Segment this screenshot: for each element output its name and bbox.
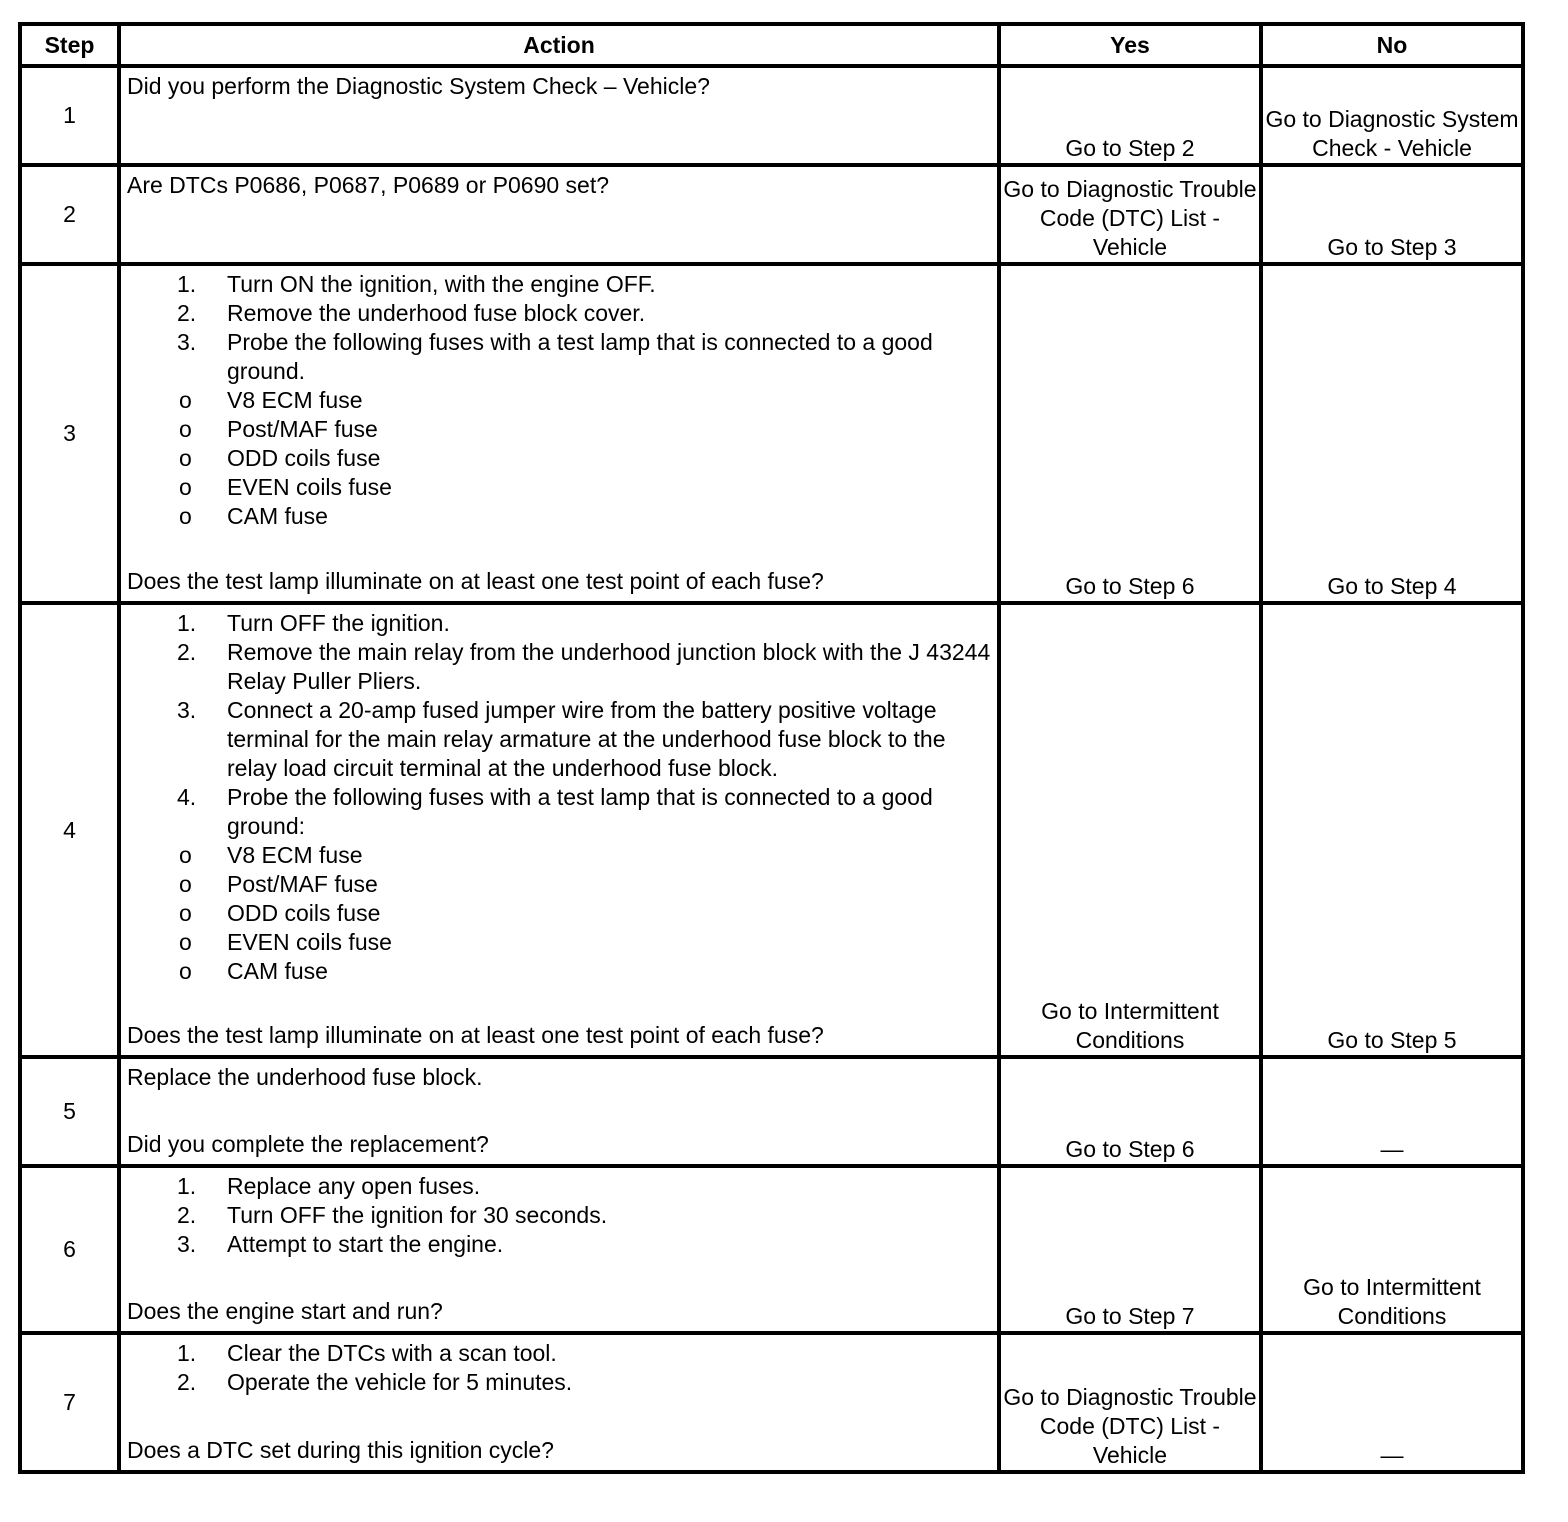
list-item bbox=[127, 1201, 993, 1230]
list-item-number: 2. bbox=[177, 1202, 197, 1228]
action-question: Does the test lamp illuminate on at least one test point of each fuse? bbox=[127, 568, 824, 594]
yes-result: Go to Step 2 bbox=[999, 66, 1261, 165]
list-item bbox=[127, 328, 993, 386]
fuse-name: CAM fuse bbox=[227, 958, 328, 984]
bullet-icon: o bbox=[179, 871, 192, 897]
header-row bbox=[20, 24, 1523, 66]
list-item-number: 3. bbox=[177, 697, 197, 723]
fuse-item bbox=[127, 473, 993, 502]
list-item-text: Turn ON the ignition, with the engine OFF. bbox=[227, 271, 656, 297]
procedure-list bbox=[127, 1172, 993, 1259]
no-result: Go to Step 5 bbox=[1261, 603, 1523, 1057]
yes-result: Go to Diagnostic Trouble Code (DTC) List - Vehicle bbox=[999, 1333, 1261, 1472]
list-item-number: 2. bbox=[177, 639, 197, 665]
list-item-text: Replace any open fuses. bbox=[227, 1173, 481, 1199]
step-number: 6 bbox=[20, 1166, 119, 1333]
table-row bbox=[20, 264, 1523, 603]
list-item-text: Remove the underhood fuse block cover. bbox=[227, 300, 646, 326]
no-result: Go to Step 4 bbox=[1261, 264, 1523, 603]
list-item-number: 1. bbox=[177, 610, 197, 636]
fuse-item bbox=[127, 841, 993, 870]
list-item bbox=[127, 609, 993, 638]
no-result: Go to Intermittent Conditions bbox=[1261, 1166, 1523, 1333]
fuse-item bbox=[127, 444, 993, 473]
step-number: 4 bbox=[20, 603, 119, 1057]
fuse-name: V8 ECM fuse bbox=[227, 387, 363, 413]
fuse-name: V8 ECM fuse bbox=[227, 842, 363, 868]
list-item-number: 3. bbox=[177, 329, 197, 355]
no-result: — bbox=[1261, 1057, 1523, 1166]
fuse-name: Post/MAF fuse bbox=[227, 871, 378, 897]
list-item bbox=[127, 1368, 993, 1397]
fuse-item bbox=[127, 502, 993, 531]
action-cell bbox=[119, 603, 999, 1057]
list-item-number: 4. bbox=[177, 784, 197, 810]
fuse-item bbox=[127, 870, 993, 899]
procedure-list bbox=[127, 270, 993, 386]
header-yes: Yes bbox=[999, 24, 1261, 66]
table-row bbox=[20, 1333, 1523, 1472]
list-item-text: Turn OFF the ignition. bbox=[227, 610, 450, 636]
bullet-icon: o bbox=[179, 842, 192, 868]
no-result: — bbox=[1261, 1333, 1523, 1472]
table-row bbox=[20, 1057, 1523, 1166]
step-number: 2 bbox=[20, 165, 119, 264]
list-item-text: Operate the vehicle for 5 minutes. bbox=[227, 1369, 573, 1395]
list-item-text: Clear the DTCs with a scan tool. bbox=[227, 1340, 557, 1366]
fuse-name: CAM fuse bbox=[227, 503, 328, 529]
table-row bbox=[20, 66, 1523, 165]
header-no: No bbox=[1261, 24, 1523, 66]
list-item bbox=[127, 1230, 993, 1259]
action-cell bbox=[119, 66, 999, 165]
list-item-number: 1. bbox=[177, 1340, 197, 1366]
list-item-text: Probe the following fuses with a test lamp that is connected to a good ground. bbox=[227, 329, 933, 384]
list-item-text: Turn OFF the ignition for 30 seconds. bbox=[227, 1202, 608, 1228]
bullet-icon: o bbox=[179, 474, 192, 500]
procedure-list bbox=[127, 609, 993, 841]
bullet-icon: o bbox=[179, 503, 192, 529]
list-item-number: 1. bbox=[177, 271, 197, 297]
action-cell bbox=[119, 165, 999, 264]
list-item-number: 3. bbox=[177, 1231, 197, 1257]
list-item bbox=[127, 696, 993, 783]
list-item bbox=[127, 638, 993, 696]
fuse-list bbox=[127, 386, 993, 531]
bullet-icon: o bbox=[179, 445, 192, 471]
fuse-item bbox=[127, 386, 993, 415]
list-item bbox=[127, 299, 993, 328]
action-question: Does the engine start and run? bbox=[127, 1298, 443, 1324]
list-item bbox=[127, 783, 993, 841]
bullet-icon: o bbox=[179, 387, 192, 413]
fuse-item bbox=[127, 957, 993, 986]
header-step: Step bbox=[20, 24, 119, 66]
procedure-list bbox=[127, 1339, 993, 1397]
fuse-name: EVEN coils fuse bbox=[227, 474, 392, 500]
fuse-name: ODD coils fuse bbox=[227, 445, 381, 471]
action-question: Does the test lamp illuminate on at least one test point of each fuse? bbox=[127, 1022, 824, 1048]
table-row bbox=[20, 603, 1523, 1057]
action-intro: Replace the underhood fuse block. bbox=[127, 1064, 483, 1090]
list-item-text: Attempt to start the engine. bbox=[227, 1231, 504, 1257]
yes-result: Go to Step 6 bbox=[999, 264, 1261, 603]
fuse-item bbox=[127, 928, 993, 957]
list-item-number: 1. bbox=[177, 1173, 197, 1199]
fuse-item bbox=[127, 415, 993, 444]
list-item-text: Probe the following fuses with a test lamp that is connected to a good ground: bbox=[227, 784, 933, 839]
step-number: 5 bbox=[20, 1057, 119, 1166]
action-intro: Are DTCs P0686, P0687, P0689 or P0690 set? bbox=[127, 172, 610, 198]
header-action: Action bbox=[119, 24, 999, 66]
action-question: Does a DTC set during this ignition cycle? bbox=[127, 1437, 554, 1463]
action-question: Did you complete the replacement? bbox=[127, 1131, 489, 1157]
fuse-name: EVEN coils fuse bbox=[227, 929, 392, 955]
fuse-name: Post/MAF fuse bbox=[227, 416, 378, 442]
bullet-icon: o bbox=[179, 958, 192, 984]
bullet-icon: o bbox=[179, 929, 192, 955]
yes-result: Go to Intermittent Conditions bbox=[999, 603, 1261, 1057]
no-result: Go to Step 3 bbox=[1261, 165, 1523, 264]
fuse-item bbox=[127, 899, 993, 928]
action-cell bbox=[119, 1333, 999, 1472]
yes-result: Go to Step 7 bbox=[999, 1166, 1261, 1333]
list-item bbox=[127, 270, 993, 299]
action-cell bbox=[119, 1166, 999, 1333]
action-cell bbox=[119, 264, 999, 603]
step-number: 1 bbox=[20, 66, 119, 165]
list-item-number: 2. bbox=[177, 1369, 197, 1395]
bullet-icon: o bbox=[179, 900, 192, 926]
table-row bbox=[20, 165, 1523, 264]
list-item-text: Connect a 20-amp fused jumper wire from the battery positive voltage terminal for the main relay armature at the underhood fuse block to the relay load circuit terminal at the underhood fuse block. bbox=[227, 697, 946, 781]
table-row bbox=[20, 1166, 1523, 1333]
action-cell bbox=[119, 1057, 999, 1166]
action-intro: Did you perform the Diagnostic System Check – Vehicle? bbox=[127, 73, 710, 99]
list-item-text: Remove the main relay from the underhood junction block with the J 43244 Relay Puller Pliers. bbox=[227, 639, 991, 694]
step-number: 7 bbox=[20, 1333, 119, 1472]
fuse-name: ODD coils fuse bbox=[227, 900, 381, 926]
list-item bbox=[127, 1339, 993, 1368]
step-number: 3 bbox=[20, 264, 119, 603]
list-item bbox=[127, 1172, 993, 1201]
fuse-list bbox=[127, 841, 993, 986]
list-item-number: 2. bbox=[177, 300, 197, 326]
bullet-icon: o bbox=[179, 416, 192, 442]
yes-result: Go to Diagnostic Trouble Code (DTC) List - Vehicle bbox=[999, 165, 1261, 264]
yes-result: Go to Step 6 bbox=[999, 1057, 1261, 1166]
diagnostic-table bbox=[18, 22, 1525, 1474]
no-result: Go to Diagnostic System Check - Vehicle bbox=[1261, 66, 1523, 165]
